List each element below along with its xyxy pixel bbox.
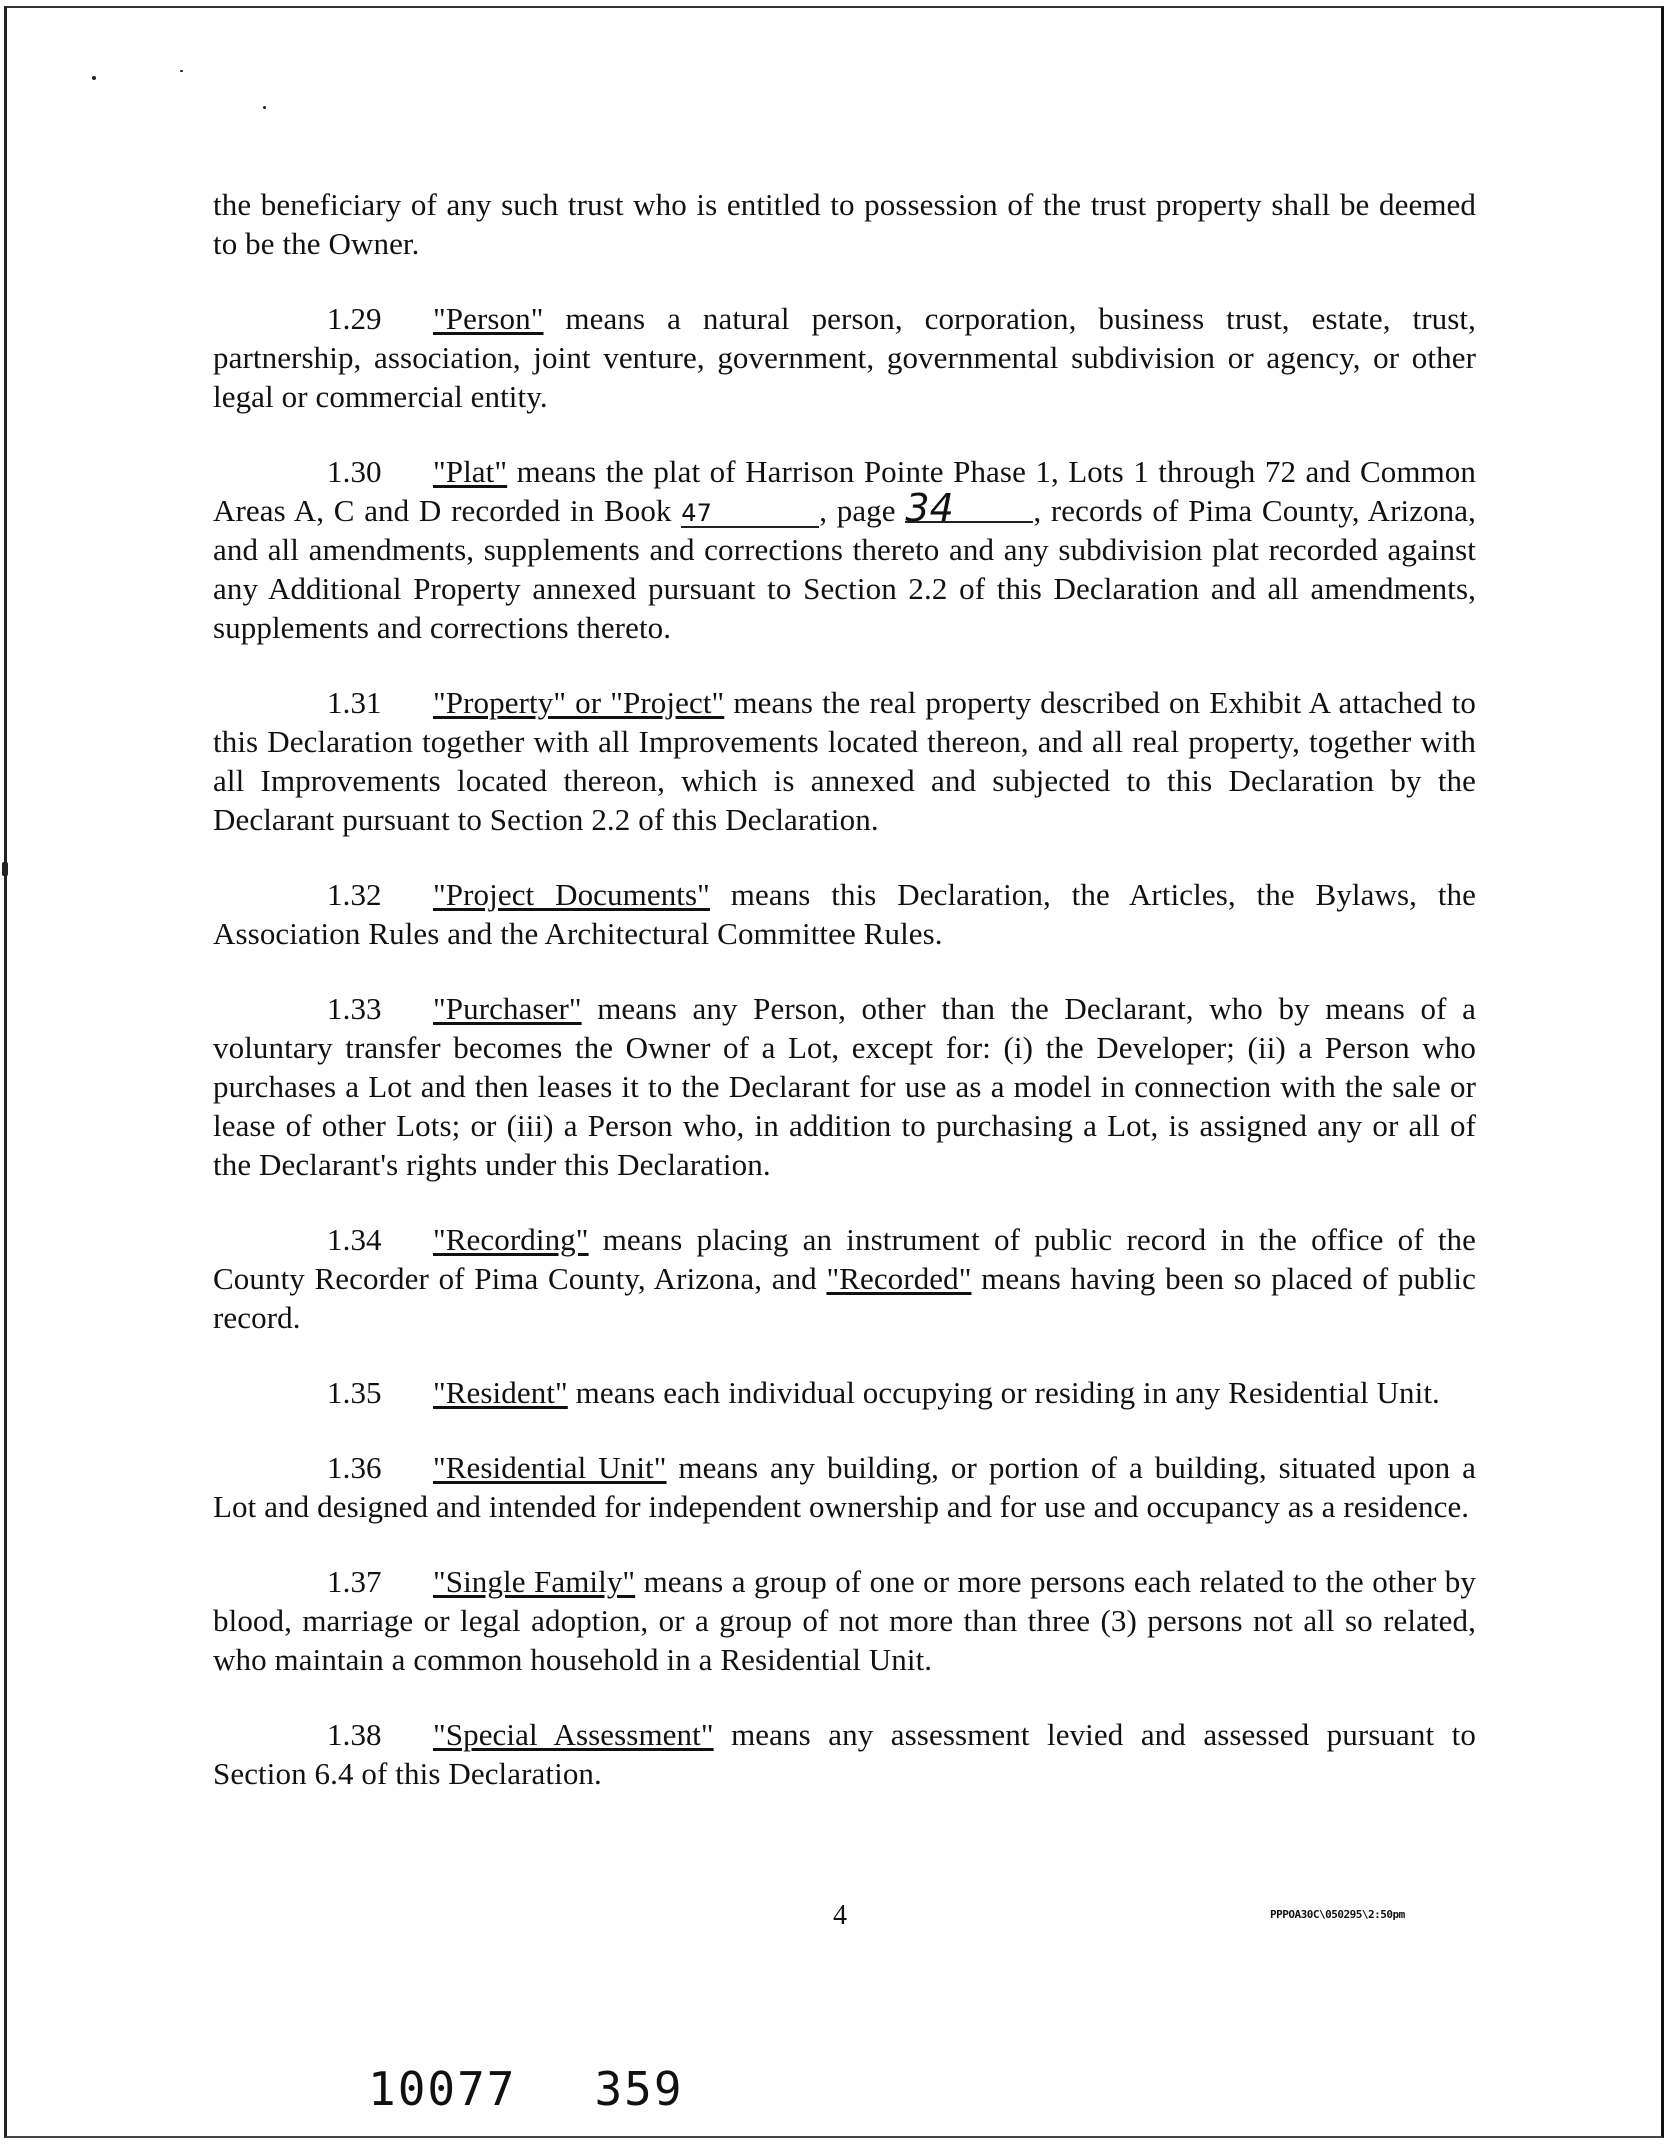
section-number: 1.29: [327, 301, 382, 336]
section-body: means any assessment levied and assessed pursuant to Section 6.4 of this Declaration.: [213, 1717, 1476, 1791]
section-body: means a group of one or more persons each related to the other by blood, marriage or legal adoption, or a group of not more than three (3) persons not all so related, who maintain a common household in a Residential Unit.: [213, 1564, 1476, 1677]
scan-speck: [180, 70, 183, 72]
scan-speck: [2, 862, 8, 876]
defined-term: "Plat": [433, 454, 508, 489]
defined-term: "Resident": [433, 1375, 568, 1410]
section-body: means any Person, other than the Declarant, who by means of a voluntary transfer becomes the Owner of a Lot, except for: (i) the Developer; (ii) a Person who purchases a Lot and then leases it to the Declarant for use as a model in connection with the sale or lease of other Lots; or (iii) a Person who, in addition to purchasing a Lot, is assigned any or all of the Declarant's rights under this Declaration.: [213, 991, 1476, 1182]
section-1-29: [213, 299, 1476, 416]
intro-paragraph: the beneficiary of any such trust who is entitled to possession of the trust property shall be deemed to be the Owner.: [213, 187, 1476, 261]
stamp-book-number: 10077: [368, 2062, 517, 2116]
defined-term: "Property" or "Project": [433, 685, 725, 720]
document-body: [213, 185, 1476, 1793]
section-1-38: [213, 1715, 1476, 1793]
scan-speck: [92, 76, 96, 80]
defined-term: "Single Family": [433, 1564, 636, 1599]
page-number-field: 34: [905, 495, 1033, 523]
section-body: means this Declaration, the Articles, the Bylaws, the Association Rules and the Architectural Committee Rules.: [213, 877, 1476, 951]
section-1-33: [213, 989, 1476, 1184]
recording-stamp: [368, 2062, 684, 2116]
section-1-30: [213, 452, 1476, 647]
section-1-31: [213, 683, 1476, 839]
document-code: PPPOA30C\050295\2:50pm: [1270, 1908, 1405, 1921]
section-1-37: [213, 1562, 1476, 1679]
book-number-field: 47: [681, 500, 819, 528]
section-body: means each individual occupying or residing in any Residential Unit.: [567, 1375, 1440, 1410]
section-number: 1.36: [327, 1450, 382, 1485]
defined-term: "Recorded": [826, 1261, 972, 1296]
section-number: 1.33: [327, 991, 382, 1026]
section-number: 1.30: [327, 454, 382, 489]
section-number: 1.37: [327, 1564, 382, 1599]
section-number: 1.35: [327, 1375, 382, 1410]
section-1-32: [213, 875, 1476, 953]
defined-term: "Project Documents": [433, 877, 710, 912]
defined-term: "Person": [433, 301, 544, 336]
section-body: means having been so placed of public record.: [213, 1261, 1476, 1335]
section-body: , page: [819, 493, 906, 528]
defined-term: "Recording": [433, 1222, 589, 1257]
section-number: 1.38: [327, 1717, 382, 1752]
section-body: means the real property described on Exhibit A attached to this Declaration together with all Improvements located thereon, and all real property, together with all Improvements located thereon, which is annexed and subjected to this Declaration by the Declarant pursuant to Section 2.2 of this Declaration.: [213, 685, 1477, 837]
section-body: means any building, or portion of a building, situated upon a Lot and designed and intended for independent ownership and for use and occupancy as a residence.: [213, 1450, 1476, 1524]
section-1-34: [213, 1220, 1476, 1337]
section-body: , records of Pima County, Arizona, and all amendments, supplements and corrections thereto and any subdivision plat recorded against any Additional Property annexed pursuant to Section 2.2 of this Declaration and all amendments, supplements and corrections thereto.: [213, 493, 1476, 645]
section-body: means the plat of Harrison Pointe Phase 1, Lots 1 through 72 and Common Areas A, C and D recorded in Book: [213, 454, 1476, 528]
section-number: 1.32: [327, 877, 382, 912]
section-number: 1.31: [327, 685, 382, 720]
section-body: means placing an instrument of public record in the office of the County Recorder of Pima County, Arizona, and: [213, 1222, 1476, 1296]
section-1-35: [213, 1373, 1476, 1412]
defined-term: "Residential Unit": [433, 1450, 667, 1485]
section-number: 1.34: [327, 1222, 382, 1257]
section-body: means a natural person, corporation, business trust, estate, trust, partnership, association, joint venture, government, governmental subdivision or agency, or other legal or commercial entity.: [213, 301, 1476, 414]
page-number: 4: [833, 1900, 847, 1931]
stamp-page-number: 359: [594, 2062, 684, 2116]
scan-speck: [263, 106, 266, 109]
defined-term: "Purchaser": [433, 991, 582, 1026]
defined-term: "Special Assessment": [433, 1717, 714, 1752]
section-1-36: [213, 1448, 1476, 1526]
